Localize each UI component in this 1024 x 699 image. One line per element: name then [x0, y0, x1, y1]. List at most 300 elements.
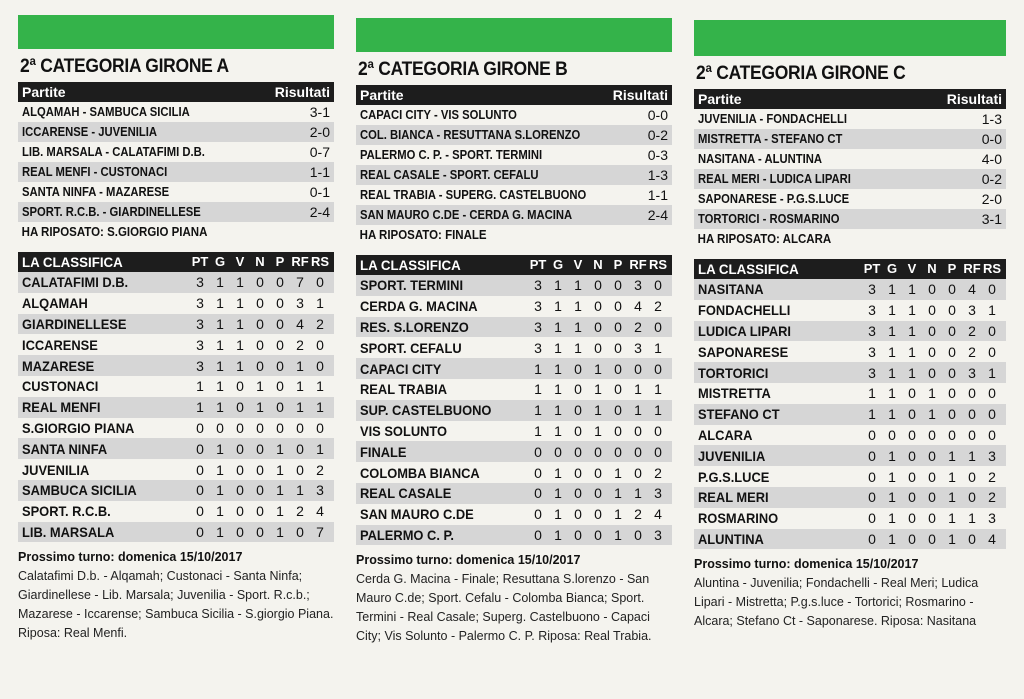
- stat-p: 1: [614, 526, 622, 543]
- stat-pt: 3: [868, 343, 876, 360]
- stat-n: 0: [928, 364, 936, 381]
- stat-v: 0: [574, 402, 582, 419]
- stats-cells: [190, 441, 330, 457]
- stats-cells: [190, 462, 330, 478]
- team-name: STEFANO CT: [698, 406, 780, 423]
- stat-v: 0: [236, 399, 244, 416]
- stat-rs: 0: [988, 281, 996, 298]
- stat-rs: 1: [316, 399, 324, 416]
- stat-v: 1: [908, 343, 916, 360]
- stats-cells: [862, 427, 1002, 443]
- standings-row: [356, 358, 672, 379]
- stat-n: 0: [928, 343, 936, 360]
- stat-n: 0: [594, 443, 602, 460]
- stat-rs: 4: [654, 506, 662, 523]
- stat-rf: 3: [634, 277, 642, 294]
- stats-cells: [862, 510, 1002, 526]
- stat-pt: 3: [534, 339, 542, 356]
- stat-rs: 2: [654, 298, 662, 315]
- stat-g: 0: [216, 419, 224, 436]
- stat-p: 0: [614, 402, 622, 419]
- match-label: PALERMO C. P. - SPORT. TERMINI: [360, 148, 543, 162]
- stat-p: 0: [948, 364, 956, 381]
- standings-title: LA CLASSIFICA: [360, 257, 461, 273]
- match-score: 0-2: [647, 127, 668, 143]
- next-round-title: Prossimo turno: domenica 15/10/2017: [18, 550, 243, 565]
- team-name: FINALE: [360, 443, 407, 460]
- team-name: REAL MENFI: [22, 399, 101, 416]
- team-name: LIB. MARSALA: [22, 523, 115, 540]
- stat-g: 1: [554, 485, 562, 502]
- stat-p: 0: [614, 360, 622, 377]
- stat-g: 1: [888, 364, 896, 381]
- stat-p: 1: [948, 510, 956, 527]
- result-row: [18, 202, 334, 222]
- result-row: [356, 185, 672, 205]
- stat-g: 1: [554, 402, 562, 419]
- stat-v: 0: [908, 426, 916, 443]
- stat-g: 1: [554, 506, 562, 523]
- standings-row: [694, 300, 1006, 321]
- stat-pt: 1: [196, 378, 204, 395]
- match-score: 3-1: [981, 211, 1002, 227]
- standings-row: [18, 480, 334, 501]
- col-rf: RF: [291, 254, 309, 269]
- stats-cells: [190, 295, 330, 311]
- col-rs: RS: [982, 261, 1002, 276]
- stat-g: 1: [888, 447, 896, 464]
- next-round-fixtures: Cerda G. Macina - Finale; Resuttana S.lorenzo - San Mauro C.de; Sport. Cefalu - Colomba Bianca; Sport. Termini - Real Casale; Superg. Castelbuono - Capaci City; Vis Solunto - Palermo C. P. Riposa: Real Trabia.: [356, 572, 652, 644]
- result-row: [18, 182, 334, 202]
- stat-rf: 0: [968, 406, 976, 423]
- stat-p: 0: [948, 385, 956, 402]
- stat-g: 1: [216, 461, 224, 478]
- stat-n: 0: [928, 281, 936, 298]
- stat-rs: 0: [654, 318, 662, 335]
- match-score: 0-1: [309, 184, 330, 200]
- stat-n: 0: [594, 506, 602, 523]
- standings-row: [18, 522, 334, 543]
- stat-n: 0: [594, 298, 602, 315]
- stat-rs: 0: [988, 406, 996, 423]
- stat-g: 1: [216, 295, 224, 312]
- stat-n: 1: [256, 378, 264, 395]
- stat-rf: 2: [634, 506, 642, 523]
- stats-cells: [862, 406, 1002, 422]
- stats-cells: [528, 277, 668, 293]
- results-table: [356, 85, 672, 245]
- stat-pt: 3: [868, 364, 876, 381]
- match-label: COL. BIANCA - RESUTTANA S.LORENZO: [360, 128, 581, 142]
- stat-p: 0: [276, 274, 284, 291]
- stat-pt: 3: [196, 357, 204, 374]
- standings-row: [18, 418, 334, 439]
- stat-v: 1: [236, 357, 244, 374]
- stat-n: 0: [928, 530, 936, 547]
- standings-table: [18, 252, 334, 542]
- stat-rs: 2: [988, 489, 996, 506]
- stat-v: 0: [236, 523, 244, 540]
- standings-title: LA CLASSIFICA: [698, 261, 799, 277]
- stat-v: 0: [908, 447, 916, 464]
- stat-n: 0: [256, 523, 264, 540]
- stat-rf: 0: [968, 385, 976, 402]
- stat-rf: 0: [634, 443, 642, 460]
- stat-v: 1: [236, 295, 244, 312]
- stat-v: 1: [574, 298, 582, 315]
- stat-rs: 0: [988, 426, 996, 443]
- stat-v: 0: [908, 510, 916, 527]
- stat-rf: 1: [968, 447, 976, 464]
- stat-pt: 0: [868, 426, 876, 443]
- stat-p: 0: [614, 298, 622, 315]
- standings-rows: [694, 279, 1006, 549]
- match-score: 2-0: [309, 124, 330, 140]
- stat-n: 1: [594, 422, 602, 439]
- stat-v: 0: [236, 440, 244, 457]
- col-v: V: [573, 257, 583, 272]
- stat-rf: 2: [296, 336, 304, 353]
- team-name: COLOMBA BIANCA: [360, 464, 480, 481]
- stat-p: 0: [948, 302, 956, 319]
- stat-n: 0: [256, 274, 264, 291]
- stat-p: 1: [614, 464, 622, 481]
- team-name: JUVENILIA: [22, 461, 90, 478]
- team-name: SAN MAURO C.DE: [360, 506, 474, 523]
- result-row: [356, 105, 672, 125]
- stat-rf: 1: [634, 402, 642, 419]
- team-name: REAL TRABIA: [360, 381, 448, 398]
- col-g: G: [552, 257, 564, 272]
- stat-g: 1: [216, 274, 224, 291]
- stat-v: 0: [574, 360, 582, 377]
- stat-pt: 0: [534, 443, 542, 460]
- standings-row: [694, 487, 1006, 508]
- result-row: [694, 109, 1006, 129]
- stat-g: 1: [554, 464, 562, 481]
- standings-row: [356, 275, 672, 296]
- team-name: VIS SOLUNTO: [360, 422, 448, 439]
- standings-row: [694, 383, 1006, 404]
- stat-v: 1: [574, 277, 582, 294]
- results-header-matches: Partite: [698, 91, 742, 107]
- match-score: 3-1: [309, 104, 330, 120]
- standings-header: [18, 252, 334, 272]
- rest-note: HA RIPOSATO: FINALE: [359, 228, 487, 242]
- stat-rf: 0: [634, 360, 642, 377]
- match-label: TORTORICI - ROSMARINO: [698, 212, 840, 226]
- team-name: P.G.S.LUCE: [698, 468, 770, 485]
- match-label: SAPONARESE - P.G.S.LUCE: [698, 192, 850, 206]
- stats-cells: [528, 381, 668, 397]
- stat-rs: 0: [654, 443, 662, 460]
- stat-rf: 1: [634, 381, 642, 398]
- stat-n: 1: [928, 406, 936, 423]
- stat-rs: 4: [316, 503, 324, 520]
- team-name: SPORT. TERMINI: [360, 277, 464, 294]
- stat-pt: 0: [196, 503, 204, 520]
- stat-rf: 1: [296, 482, 304, 499]
- stat-rs: 2: [316, 315, 324, 332]
- green-header-bar: [694, 20, 1006, 56]
- stat-p: 0: [614, 318, 622, 335]
- result-row: [694, 149, 1006, 169]
- results-header-scores: Risultati: [946, 91, 1002, 107]
- col-rf: RF: [963, 261, 981, 276]
- result-row: [356, 205, 672, 225]
- stat-g: 1: [888, 281, 896, 298]
- stat-n: 0: [928, 302, 936, 319]
- stat-pt: 0: [868, 447, 876, 464]
- standings-row: [18, 376, 334, 397]
- stat-pt: 0: [868, 510, 876, 527]
- team-name: CAPACI CITY: [360, 360, 442, 377]
- stat-v: 1: [574, 339, 582, 356]
- match-label: MISTRETTA - STEFANO CT: [698, 132, 843, 146]
- stat-rf: 1: [968, 510, 976, 527]
- team-name: SUP. CASTELBUONO: [360, 402, 492, 419]
- standings-row: [18, 397, 334, 418]
- col-pt: PT: [863, 261, 881, 276]
- standings-row: [356, 483, 672, 504]
- stat-g: 1: [888, 343, 896, 360]
- stat-pt: 3: [868, 302, 876, 319]
- stat-v: 0: [236, 378, 244, 395]
- stat-rs: 1: [988, 364, 996, 381]
- stat-pt: 3: [196, 336, 204, 353]
- match-label: LIB. MARSALA - CALATAFIMI D.B.: [22, 145, 205, 159]
- result-row: [356, 125, 672, 145]
- results-header-scores: Risultati: [274, 84, 330, 100]
- stat-rf: 2: [634, 318, 642, 335]
- stat-g: 1: [216, 503, 224, 520]
- stat-n: 0: [256, 461, 264, 478]
- stat-pt: 0: [196, 523, 204, 540]
- team-name: RES. S.LORENZO: [360, 318, 469, 335]
- match-label: NASITANA - ALUNTINA: [698, 152, 822, 166]
- stat-g: 1: [888, 406, 896, 423]
- rest-note: HA RIPOSATO: S.GIORGIO PIANA: [21, 225, 208, 239]
- col-n: N: [593, 257, 603, 272]
- stat-g: 1: [216, 378, 224, 395]
- match-label: REAL CASALE - SPORT. CEFALU: [360, 168, 539, 182]
- group-title: 2ª CATEGORIA GIRONE C: [696, 63, 906, 84]
- next-round-fixtures: Aluntina - Juvenilia; Fondachelli - Real Meri; Ludica Lipari - Mistretta; P.g.s.luce - Tortorici; Rosmarino - Alcara; Stefano Ct - Saponarese. Riposa: Nasitana: [694, 576, 979, 629]
- stat-rs: 3: [988, 510, 996, 527]
- stat-rs: 1: [316, 440, 324, 457]
- stat-n: 1: [928, 385, 936, 402]
- stats-cells: [190, 274, 330, 290]
- stat-n: 0: [594, 318, 602, 335]
- stat-p: 0: [614, 277, 622, 294]
- stat-rf: 0: [968, 468, 976, 485]
- stat-rs: 0: [988, 385, 996, 402]
- stat-p: 0: [276, 357, 284, 374]
- stat-rs: 2: [988, 468, 996, 485]
- stat-n: 1: [594, 360, 602, 377]
- stats-cells: [528, 465, 668, 481]
- stat-rf: 1: [296, 399, 304, 416]
- stat-g: 1: [216, 357, 224, 374]
- stat-g: 1: [888, 468, 896, 485]
- stat-p: 0: [276, 399, 284, 416]
- match-label: SPORT. R.C.B. - GIARDINELLESE: [22, 205, 201, 219]
- stat-g: 1: [554, 381, 562, 398]
- match-score: 0-3: [647, 147, 668, 163]
- standings-rows: [356, 275, 672, 545]
- stat-p: 1: [614, 485, 622, 502]
- stat-rf: 3: [968, 364, 976, 381]
- results-table: [694, 89, 1006, 249]
- stat-rf: 3: [296, 295, 304, 312]
- stat-rf: 1: [296, 378, 304, 395]
- stat-pt: 1: [534, 360, 542, 377]
- team-name: GIARDINELLESE: [22, 315, 127, 332]
- stats-cells: [862, 281, 1002, 297]
- match-label: CAPACI CITY - VIS SOLUNTO: [360, 108, 517, 122]
- stat-rs: 4: [988, 530, 996, 547]
- stat-rf: 4: [296, 315, 304, 332]
- result-row: [694, 129, 1006, 149]
- result-row: [694, 189, 1006, 209]
- standings-row: [356, 525, 672, 546]
- stat-v: 0: [236, 482, 244, 499]
- team-name: MISTRETTA: [698, 385, 771, 402]
- col-g: G: [886, 261, 898, 276]
- col-p: P: [613, 257, 623, 272]
- stat-g: 1: [888, 322, 896, 339]
- standings-row: [356, 337, 672, 358]
- standings-row: [356, 441, 672, 462]
- stat-rf: 0: [968, 530, 976, 547]
- stat-n: 0: [256, 315, 264, 332]
- stat-n: 0: [256, 440, 264, 457]
- match-label: ALQAMAH - SAMBUCA SICILIA: [22, 105, 190, 119]
- stats-cells: [862, 489, 1002, 505]
- standings-header: [694, 259, 1006, 279]
- stat-g: 1: [216, 336, 224, 353]
- standings-title: LA CLASSIFICA: [22, 254, 123, 270]
- stats-cells: [862, 448, 1002, 464]
- stat-n: 0: [256, 336, 264, 353]
- stat-rf: 0: [296, 523, 304, 540]
- stat-g: 1: [888, 302, 896, 319]
- stat-n: 0: [256, 295, 264, 312]
- stat-p: 1: [948, 530, 956, 547]
- stat-v: 0: [908, 530, 916, 547]
- team-name: S.GIORGIO PIANA: [22, 419, 135, 436]
- standings-row: [18, 459, 334, 480]
- stat-rs: 0: [654, 422, 662, 439]
- stat-p: 1: [614, 506, 622, 523]
- col-v: V: [235, 254, 245, 269]
- stat-g: 1: [216, 399, 224, 416]
- team-name: SPORT. CEFALU: [360, 339, 462, 356]
- match-score: 2-0: [981, 191, 1002, 207]
- stat-rs: 0: [988, 343, 996, 360]
- team-name: ALQAMAH: [22, 295, 88, 312]
- stats-cells: [528, 402, 668, 418]
- stat-rs: 3: [316, 482, 324, 499]
- stat-n: 0: [594, 526, 602, 543]
- standings-row: [694, 404, 1006, 425]
- match-score: 0-0: [981, 131, 1002, 147]
- stat-rs: 2: [654, 464, 662, 481]
- stats-cells: [190, 316, 330, 332]
- next-round-title: Prossimo turno: domenica 15/10/2017: [356, 553, 581, 568]
- team-name: CUSTONACI: [22, 378, 99, 395]
- stats-cells: [528, 298, 668, 314]
- standings-row: [356, 400, 672, 421]
- green-header-bar: [356, 18, 672, 52]
- stat-rf: 0: [634, 422, 642, 439]
- results-header: [694, 89, 1006, 109]
- stat-pt: 3: [196, 315, 204, 332]
- stat-pt: 1: [534, 381, 542, 398]
- stat-n: 0: [928, 426, 936, 443]
- stats-cells: [190, 503, 330, 519]
- team-name: REAL MERI: [698, 489, 769, 506]
- standings-row: [18, 355, 334, 376]
- stat-g: 1: [554, 339, 562, 356]
- result-row: [18, 162, 334, 182]
- stat-rf: 0: [968, 489, 976, 506]
- stat-rf: 2: [296, 503, 304, 520]
- stat-pt: 0: [534, 485, 542, 502]
- team-name: FONDACHELLI: [698, 302, 791, 319]
- col-n: N: [255, 254, 265, 269]
- stat-rs: 0: [316, 274, 324, 291]
- stat-pt: 3: [534, 298, 542, 315]
- col-rs: RS: [310, 254, 330, 269]
- stats-cells: [862, 469, 1002, 485]
- stats-cells: [528, 423, 668, 439]
- stat-g: 1: [888, 385, 896, 402]
- stat-p: 0: [948, 281, 956, 298]
- stat-rf: 1: [634, 485, 642, 502]
- stat-g: 1: [554, 277, 562, 294]
- stat-v: 0: [236, 503, 244, 520]
- stat-v: 0: [574, 526, 582, 543]
- standings-row: [694, 529, 1006, 550]
- stat-rs: 1: [654, 381, 662, 398]
- match-label: REAL MENFI - CUSTONACI: [22, 165, 168, 179]
- stat-n: 0: [928, 468, 936, 485]
- standings-table: [694, 259, 1006, 549]
- stat-v: 1: [236, 274, 244, 291]
- stat-p: 1: [948, 447, 956, 464]
- stats-cells: [862, 323, 1002, 339]
- match-label: SAN MAURO C.DE - CERDA G. MACINA: [360, 208, 573, 222]
- stats-cells: [528, 444, 668, 460]
- stat-v: 0: [574, 443, 582, 460]
- girone-a-column: [18, 0, 334, 643]
- standings-row: [356, 296, 672, 317]
- stat-rf: 3: [634, 339, 642, 356]
- stat-g: 1: [216, 482, 224, 499]
- stat-pt: 0: [534, 526, 542, 543]
- stat-rf: 2: [968, 322, 976, 339]
- stat-rf: 0: [296, 461, 304, 478]
- stat-pt: 0: [534, 506, 542, 523]
- stat-g: 1: [554, 526, 562, 543]
- stat-pt: 0: [196, 461, 204, 478]
- team-name: ALCARA: [698, 426, 753, 443]
- standings-row: [356, 462, 672, 483]
- result-row: [18, 142, 334, 162]
- stats-cells: [528, 340, 668, 356]
- stat-p: 1: [276, 461, 284, 478]
